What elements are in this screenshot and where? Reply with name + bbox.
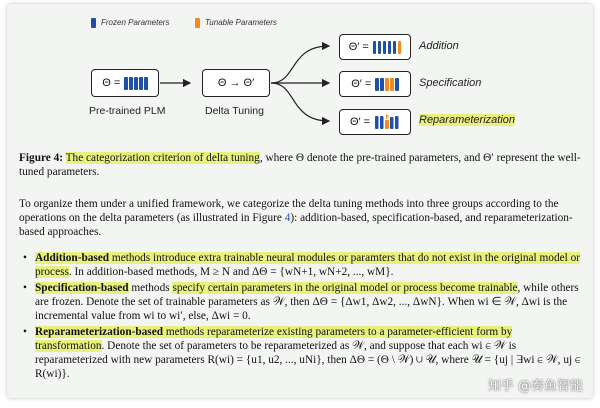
outcome-addition: Addition — [419, 40, 459, 52]
addition-params-bars — [373, 41, 402, 54]
list-item-reparameterization: • Reparameterization-based methods reparameterize existing parameters to a parameter-efficient form by transformation. Denote the set of parameters to be reparameterized as 𝒲, and suppose that each wi ∈ 𝒲 is reparameterized with new parameters R(wi) = {u1, u2, ..., uNi}, then ΔΘ = (Θ \ 𝒲) ∪ 𝒰, where 𝒰 = {uj | ∃wi ∈ 𝒲, uj ∈ R(wi)}. — [23, 326, 581, 380]
outcome-specification: Specification — [419, 77, 482, 89]
caption-label: Figure 4: — [19, 152, 64, 164]
intro-paragraph: To organize them under a unified framework, we categorize the delta tuning methods into three groups according to the operations on the delta parameters (as illustrated in Figure 4): addition-based, specification-based, and reparameterization-based approaches. — [19, 198, 573, 238]
delta-box: Θ → Θ′ — [202, 69, 270, 97]
addition-box: Θ′ = — [339, 34, 411, 60]
frozen-params-bars — [124, 77, 148, 90]
arrow-reparameterization — [271, 83, 329, 121]
arrow-addition — [271, 46, 329, 83]
figure-link[interactable]: 4 — [284, 212, 291, 224]
reparam-params-icon — [374, 114, 400, 130]
delta-tuning-diagram — [7, 4, 593, 149]
caption-rest: , where Θ denote the pre-trained parameters, and Θ′ represent the well-tuned parameters. — [19, 152, 581, 178]
list-item-specification: • Specification-based methods specify certain parameters in the original model or process become trainable, while others are frozen. Denote the set of trainable parameters as 𝒲, then ΔΘ = {Δw1, Δw2, ..., ΔwN}. When wi ∈ 𝒲, Δwi is the incremental value from wi to wi′, else, Δwi = 0. — [23, 282, 579, 322]
methods-list — [19, 251, 581, 383]
legend-frozen: Frozen Parameters — [91, 18, 169, 28]
caption-highlight: The categorization criterion of delta tuning — [65, 152, 260, 164]
legend-tunable: Tunable Parameters — [195, 18, 277, 28]
plm-label: Pre-trained PLM — [89, 105, 166, 117]
paper-page — [7, 4, 593, 398]
list-item-addition: • Addition-based methods introduce extra trainable neural modules or paramters that do not exist in the original model or process. In addition-based methods, M ≥ N and ΔΘ = {wN+1, wN+2, ..., wM}. — [23, 252, 580, 278]
specification-params-bars — [375, 78, 399, 91]
figure-caption — [19, 151, 581, 179]
watermark: 知乎 @奏鱼智能 — [487, 379, 583, 394]
reparameterization-box: Θ′ = — [339, 109, 411, 135]
specification-box: Θ′ = — [339, 71, 411, 97]
outcome-reparameterization: Reparameterization — [419, 114, 515, 126]
delta-label: Delta Tuning — [205, 105, 264, 117]
plm-box: Θ = — [91, 69, 159, 97]
